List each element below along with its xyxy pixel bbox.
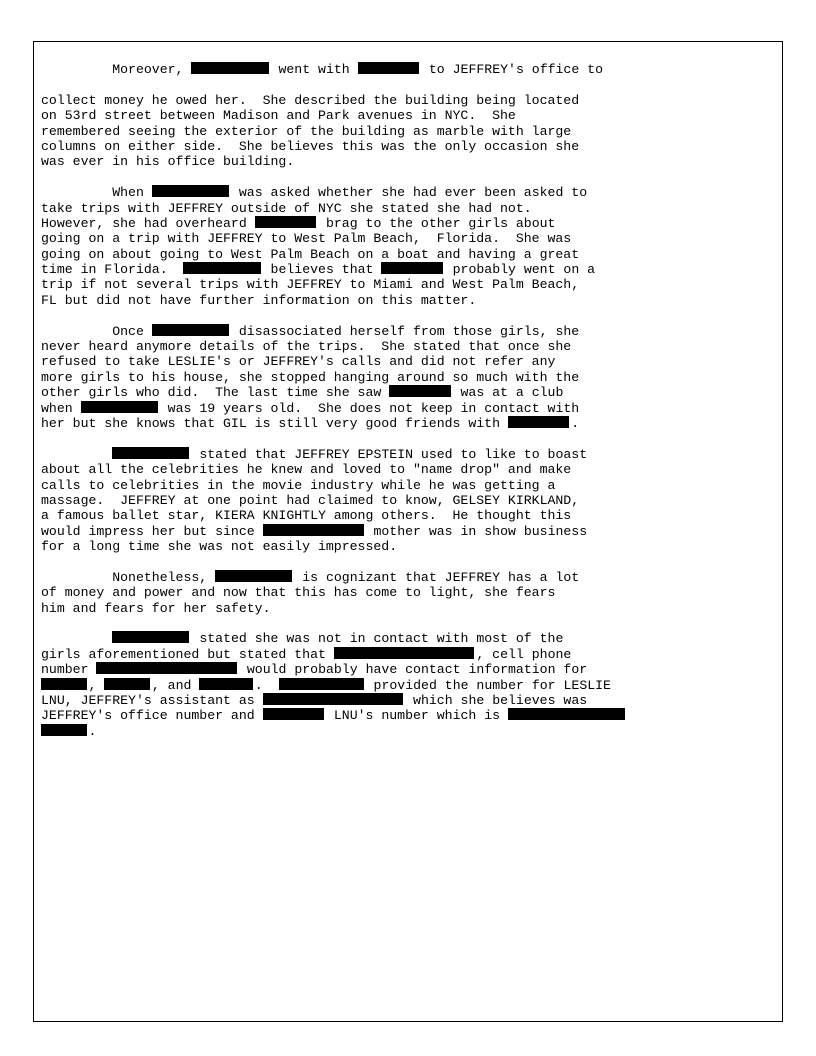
text-run: remembered seeing the exterior of the building as marble with large [41, 123, 572, 139]
redaction-bar [191, 62, 268, 74]
text-run [41, 447, 112, 462]
text-run: calls to celebrities in the movie industry while he was getting a [41, 477, 556, 493]
text-run: which she believes was [405, 693, 588, 709]
redaction-bar [41, 678, 87, 690]
text-run: him and fears for her safety. [41, 600, 271, 616]
paragraph [41, 324, 681, 432]
text-run: probably went on a [444, 262, 596, 278]
text-run: mother was in show business [365, 523, 588, 539]
text-run: went with [270, 62, 358, 77]
text-line [41, 262, 681, 277]
text-line [41, 401, 681, 416]
text-run: would impress her but since [41, 523, 263, 539]
text-run: FL but did not have further information on this matter. [41, 292, 477, 308]
text-line [41, 508, 681, 523]
text-line [41, 216, 681, 231]
text-line [41, 62, 681, 77]
document-body [41, 62, 681, 755]
redaction-bar [255, 216, 316, 228]
text-run: girls aforementioned but stated that [41, 646, 334, 662]
text-run: was 19 years old. She does not keep in contact with [159, 400, 580, 416]
text-line [41, 324, 681, 339]
redaction-bar [334, 647, 475, 659]
redaction-bar [152, 185, 229, 197]
text-run: brag to the other girls about [318, 215, 556, 231]
text-run: of money and power and now that this has come to light, she fears [41, 585, 556, 601]
text-run: other girls who did. The last time she saw [41, 385, 390, 401]
text-run: , cell phone [476, 646, 572, 662]
redaction-bar [263, 708, 324, 720]
text-line [41, 478, 681, 493]
text-run: is cognizant that JEFFREY has a lot [294, 569, 580, 585]
text-run: for a long time she was not easily impressed. [41, 539, 398, 555]
redaction-bar [381, 262, 442, 274]
text-line [41, 354, 681, 369]
text-line [41, 462, 681, 477]
redaction-bar [263, 693, 404, 705]
text-run: believes that [262, 262, 382, 278]
text-run: Nonetheless, [41, 569, 216, 585]
redaction-bar [152, 324, 229, 336]
text-line [41, 293, 681, 308]
text-line [41, 93, 681, 108]
text-line [41, 185, 681, 200]
text-line [41, 708, 681, 723]
text-run: about all the celebrities he knew and loved to "name drop" and make [41, 462, 572, 478]
text-line [41, 447, 681, 462]
text-run: provided the number for LESLIE [365, 677, 611, 693]
text-line [41, 370, 681, 385]
text-line [41, 585, 681, 600]
redaction-bar [183, 262, 260, 274]
redaction-bar [263, 524, 364, 536]
text-line [41, 493, 681, 508]
text-line [41, 647, 681, 662]
text-line [41, 662, 681, 677]
text-line [41, 524, 681, 539]
text-run: refused to take LESLIE's or JEFFREY's calls and did not refer any [41, 354, 556, 370]
text-line [41, 385, 681, 400]
redaction-bar [96, 662, 237, 674]
text-line [41, 724, 681, 739]
text-line [41, 139, 681, 154]
text-run: However, she had overheard [41, 215, 255, 231]
text-run: Once [41, 323, 152, 339]
redaction-bar [389, 385, 450, 397]
text-line [41, 678, 681, 693]
text-line [41, 539, 681, 554]
text-line [41, 416, 681, 431]
paragraph [41, 62, 681, 77]
redaction-bar [199, 678, 252, 690]
redaction-bar [508, 708, 625, 720]
text-run: . [571, 415, 580, 431]
text-line [41, 124, 681, 139]
text-run: massage. JEFFREY at one point had claimed to know, GELSEY KIRKLAND, [41, 492, 580, 508]
text-line [41, 693, 681, 708]
text-run: a famous ballet star, KIERA KNIGHTLY among others. He thought this [41, 508, 572, 524]
text-line [41, 570, 681, 585]
text-run: Moreover, [41, 62, 192, 77]
text-line [41, 339, 681, 354]
text-run: When [41, 185, 152, 201]
redaction-bar [508, 416, 569, 428]
text-run: . [254, 677, 279, 693]
text-run: when [41, 400, 81, 416]
text-run: going on a trip with JEFFREY to West Palm Beach, Florida. She was [41, 231, 572, 247]
text-run: trip if not several trips with JEFFREY to Miami and West Palm Beach, [41, 277, 580, 293]
paragraph [41, 185, 681, 308]
text-run: stated that JEFFREY EPSTEIN used to like to boast [191, 446, 588, 462]
redaction-bar [279, 678, 364, 690]
text-run: her but she knows that GIL is still very good friends with [41, 415, 508, 431]
text-run: to JEFFREY's office to [420, 62, 604, 77]
redaction-bar [112, 447, 189, 459]
text-run: was at a club [452, 385, 564, 401]
text-line [41, 631, 681, 646]
text-run: , and [151, 677, 200, 693]
text-run: going on about going to West Palm Beach on a boat and having a great [41, 246, 580, 262]
text-run: was asked whether she had ever been asked to [230, 185, 588, 201]
text-run: would probably have contact information for [238, 662, 588, 678]
text-run: . [88, 723, 97, 739]
paragraph [41, 93, 681, 170]
redaction-bar [41, 724, 87, 736]
paragraph [41, 447, 681, 555]
text-run: was ever in his office building. [41, 154, 295, 170]
redaction-bar [215, 570, 292, 582]
text-run: never heard anymore details of the trips. She stated that once she [41, 339, 572, 355]
text-line [41, 154, 681, 169]
text-line [41, 247, 681, 262]
text-run: number [41, 662, 97, 678]
redaction-bar [358, 62, 419, 74]
redaction-bar [112, 631, 189, 643]
text-run: , [88, 677, 105, 693]
paragraph [41, 570, 681, 616]
text-run: on 53rd street between Madison and Park avenues in NYC. She [41, 108, 516, 124]
paragraph [41, 631, 681, 739]
text-line [41, 201, 681, 216]
text-run: take trips with JEFFREY outside of NYC she stated she had not. [41, 200, 532, 216]
text-run: LNU, JEFFREY's assistant as [41, 693, 263, 709]
text-run: stated she was not in contact with most of the [191, 631, 564, 647]
text-line [41, 601, 681, 616]
text-run: collect money he owed her. She described the building being located [41, 92, 580, 108]
text-run: LNU's number which is [325, 708, 508, 724]
text-run: columns on either side. She believes this was the only occasion she [41, 138, 580, 154]
redaction-bar [81, 401, 158, 413]
text-run: JEFFREY's office number and [41, 708, 263, 724]
text-line [41, 108, 681, 123]
text-run: disassociated herself from those girls, she [230, 323, 580, 339]
text-line [41, 231, 681, 246]
text-run [41, 631, 112, 646]
text-run: more girls to his house, she stopped hanging around so much with the [41, 369, 580, 385]
text-run: time in Florida. [41, 262, 184, 278]
redaction-bar [104, 678, 150, 690]
text-line [41, 277, 681, 292]
